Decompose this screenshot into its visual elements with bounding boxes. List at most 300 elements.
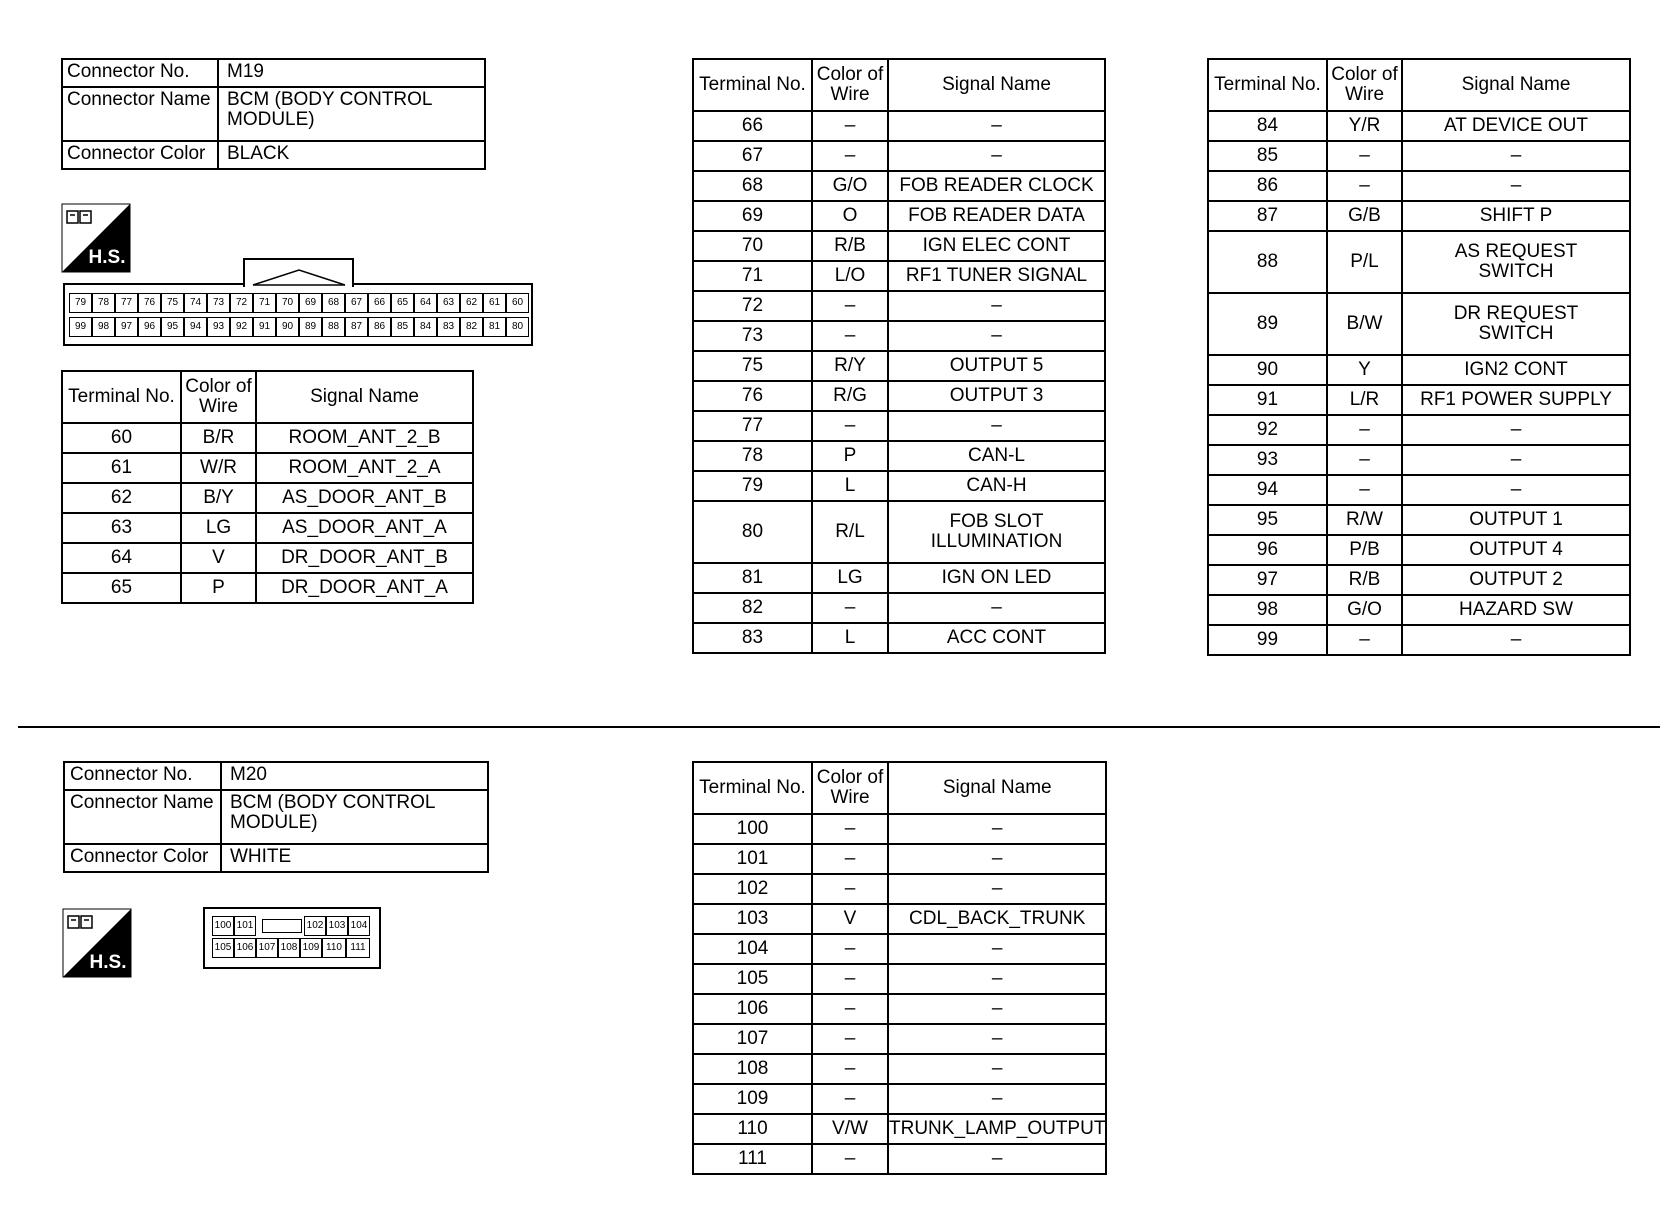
- wire-color-cell: –: [812, 291, 888, 321]
- pin: 89: [299, 317, 322, 337]
- wire-color-cell: –: [812, 964, 888, 994]
- signal-name-cell: OUTPUT 2: [1402, 565, 1630, 595]
- section-divider: [18, 726, 1660, 728]
- signal-name-cell: DR_DOOR_ANT_B: [256, 543, 473, 573]
- wire-color-cell: –: [1327, 445, 1402, 475]
- terminal-no-cell: 108: [693, 1054, 812, 1084]
- wire-color-cell: –: [812, 593, 888, 623]
- signal-name-cell: –: [1402, 625, 1630, 655]
- wire-color-cell: P: [181, 573, 256, 603]
- table-row: [693, 381, 1105, 411]
- terminal-no-cell: 75: [693, 351, 812, 381]
- table-row: [1208, 565, 1630, 595]
- wire-color-cell: –: [812, 994, 888, 1024]
- signal-name-cell: DR_DOOR_ANT_A: [256, 573, 473, 603]
- pin: 75: [161, 293, 184, 313]
- color-of-wire-header: [812, 59, 888, 111]
- signal-name-cell: IGN2 CONT: [1402, 355, 1630, 385]
- terminal-no-cell: 83: [693, 623, 812, 653]
- table-row: [1208, 415, 1630, 445]
- signal-name-cell: –: [888, 1084, 1106, 1114]
- signal-name-cell: –: [1402, 415, 1630, 445]
- signal-name-cell: RF1 TUNER SIGNAL: [888, 261, 1105, 291]
- terminal-no-cell: 79: [693, 471, 812, 501]
- terminal-no-cell: 98: [1208, 595, 1327, 625]
- table-row: [62, 453, 473, 483]
- signal-name-cell: ROOM_ANT_2_A: [256, 453, 473, 483]
- signal-name-cell: –: [888, 844, 1106, 874]
- connector-name-line-2: MODULE): [227, 109, 315, 130]
- connector-name-label: Connector Name: [64, 790, 221, 844]
- wire-color-cell: L: [812, 471, 888, 501]
- terminal-no-cell: 80: [693, 501, 812, 563]
- table-row: [1208, 535, 1630, 565]
- m19-pin-row-bottom: [69, 317, 529, 337]
- terminal-no-cell: 91: [1208, 385, 1327, 415]
- table-header-row: [693, 762, 1106, 814]
- hs-label: H.S.: [89, 952, 127, 973]
- terminal-no-cell: 90: [1208, 355, 1327, 385]
- table-row: [693, 411, 1105, 441]
- terminal-no-cell: 94: [1208, 475, 1327, 505]
- signal-name-line-1: AS REQUEST: [1454, 241, 1578, 262]
- signal-name-cell: –: [888, 1144, 1106, 1174]
- wire-color-cell: R/G: [812, 381, 888, 411]
- signal-name-cell: [1402, 231, 1630, 293]
- pin: 71: [253, 293, 276, 313]
- connector-no-row: [64, 762, 488, 790]
- signal-name-cell: –: [888, 1054, 1106, 1084]
- signal-name-cell: CAN-H: [888, 471, 1105, 501]
- pin: 105: [212, 938, 234, 958]
- connector-name-row: [62, 87, 485, 141]
- table-row: [693, 964, 1106, 994]
- wire-color-cell: –: [1327, 171, 1402, 201]
- pin: 111: [346, 938, 370, 958]
- m19-pin-row-top: [69, 293, 529, 313]
- wire-color-cell: P: [812, 441, 888, 471]
- wire-color-cell: –: [812, 1144, 888, 1174]
- table-row: [693, 291, 1105, 321]
- terminal-no-cell: 81: [693, 563, 812, 593]
- terminal-no-cell: 73: [693, 321, 812, 351]
- wire-color-cell: L/O: [812, 261, 888, 291]
- terminal-no-cell: 93: [1208, 445, 1327, 475]
- signal-name-cell: SHIFT P: [1402, 201, 1630, 231]
- pin: 110: [322, 938, 346, 958]
- connector-color-label: Connector Color: [62, 141, 218, 169]
- terminal-no-cell: 110: [693, 1114, 812, 1144]
- table-row: [1208, 201, 1630, 231]
- pin: 87: [345, 317, 368, 337]
- signal-name-line-2: SWITCH: [1478, 261, 1554, 282]
- pin: 85: [391, 317, 414, 337]
- wire-color-cell: P/B: [1327, 535, 1402, 565]
- terminal-no-cell: 77: [693, 411, 812, 441]
- table-row: [1208, 445, 1630, 475]
- color-of-wire-header: [1327, 59, 1402, 111]
- terminal-no-cell: 78: [693, 441, 812, 471]
- signal-name-cell: –: [888, 411, 1105, 441]
- signal-name-cell: [888, 501, 1105, 563]
- pin: 98: [92, 317, 115, 337]
- wire-color-cell: –: [812, 844, 888, 874]
- pin: 97: [115, 317, 138, 337]
- wire-color-cell: Y: [1327, 355, 1402, 385]
- terminal-no-cell: 63: [62, 513, 181, 543]
- pin: 107: [256, 938, 278, 958]
- table-row: [1208, 293, 1630, 355]
- signal-name-cell: –: [888, 321, 1105, 351]
- pin: 95: [161, 317, 184, 337]
- wire-color-cell: R/B: [1327, 565, 1402, 595]
- m20-key-slot: [262, 919, 302, 933]
- table-row: [693, 563, 1105, 593]
- table-row: [693, 441, 1105, 471]
- pin: 88: [322, 317, 345, 337]
- terminal-no-cell: 104: [693, 934, 812, 964]
- terminal-no-cell: 101: [693, 844, 812, 874]
- signal-name-cell: –: [1402, 445, 1630, 475]
- pin: 78: [92, 293, 115, 313]
- table-row: [693, 1084, 1106, 1114]
- table-row: [693, 934, 1106, 964]
- terminal-no-cell: 106: [693, 994, 812, 1024]
- pin: 101: [234, 916, 256, 936]
- table-row: [693, 351, 1105, 381]
- table-row: [693, 1144, 1106, 1174]
- wire-color-cell: B/Y: [181, 483, 256, 513]
- signal-name-cell: –: [1402, 475, 1630, 505]
- terminal-no-cell: 88: [1208, 231, 1327, 293]
- pin: 66: [368, 293, 391, 313]
- wire-color-cell: –: [812, 1054, 888, 1084]
- table-row: [693, 994, 1106, 1024]
- signal-name-cell: –: [888, 934, 1106, 964]
- wire-color-cell: LG: [181, 513, 256, 543]
- wire-color-cell: –: [812, 111, 888, 141]
- signal-name-cell: TRUNK_LAMP_OUTPUT: [888, 1114, 1106, 1144]
- table-row: [1208, 171, 1630, 201]
- wire-color-cell: G/O: [1327, 595, 1402, 625]
- wire-color-cell: –: [812, 874, 888, 904]
- pin: 83: [437, 317, 460, 337]
- wire-color-cell: V: [812, 904, 888, 934]
- signal-name-cell: CDL_BACK_TRUNK: [888, 904, 1106, 934]
- terminal-no-cell: 67: [693, 141, 812, 171]
- connector-color-row: [64, 844, 488, 872]
- pin: 65: [391, 293, 414, 313]
- terminal-no-cell: 107: [693, 1024, 812, 1054]
- wire-color-cell: –: [812, 141, 888, 171]
- pin: 91: [253, 317, 276, 337]
- table-row: [693, 471, 1105, 501]
- pin: 81: [483, 317, 506, 337]
- table-row: [1208, 505, 1630, 535]
- m19-connector-latch: [243, 258, 354, 287]
- pin: 64: [414, 293, 437, 313]
- pin: 61: [483, 293, 506, 313]
- pin: 72: [230, 293, 253, 313]
- terminal-no-cell: 99: [1208, 625, 1327, 655]
- pin: 93: [207, 317, 230, 337]
- table-row: [693, 261, 1105, 291]
- wire-color-cell: B/R: [181, 423, 256, 453]
- color-header-line-2: Wire: [198, 396, 239, 417]
- pin: 106: [234, 938, 256, 958]
- pin: 104: [348, 916, 370, 936]
- signal-name-cell: –: [888, 141, 1105, 171]
- terminal-no-cell: 71: [693, 261, 812, 291]
- pin: 94: [184, 317, 207, 337]
- signal-name-cell: FOB READER DATA: [888, 201, 1105, 231]
- table-body: [693, 814, 1106, 1174]
- terminal-table-84-99: [1207, 58, 1631, 656]
- wire-color-cell: –: [1327, 141, 1402, 171]
- terminal-no-cell: 65: [62, 573, 181, 603]
- signal-name-cell: OUTPUT 5: [888, 351, 1105, 381]
- pin: 79: [69, 293, 92, 313]
- signal-name-cell: CAN-L: [888, 441, 1105, 471]
- harness-side-icon: [62, 908, 132, 978]
- color-header-line-1: Color of: [185, 376, 252, 397]
- signal-name-header: Signal Name: [256, 371, 473, 423]
- pin: 80: [506, 317, 529, 337]
- signal-name-cell: –: [888, 593, 1105, 623]
- connector-color-value: WHITE: [221, 844, 488, 872]
- table-header-row: [693, 59, 1105, 111]
- connector-name-line-1: BCM (BODY CONTROL: [230, 792, 436, 813]
- wire-color-cell: –: [812, 321, 888, 351]
- pin: 68: [322, 293, 345, 313]
- signal-name-cell: RF1 POWER SUPPLY: [1402, 385, 1630, 415]
- signal-name-line-2: SWITCH: [1478, 323, 1554, 344]
- pin: 73: [207, 293, 230, 313]
- terminal-no-cell: 61: [62, 453, 181, 483]
- table-row: [1208, 231, 1630, 293]
- wire-color-cell: –: [1327, 415, 1402, 445]
- terminal-no-cell: 86: [1208, 171, 1327, 201]
- pin: 96: [138, 317, 161, 337]
- connector-name-row: [64, 790, 488, 844]
- signal-name-cell: AS_DOOR_ANT_B: [256, 483, 473, 513]
- terminal-no-cell: 85: [1208, 141, 1327, 171]
- wire-color-cell: G/O: [812, 171, 888, 201]
- signal-name-cell: –: [888, 994, 1106, 1024]
- table-body: [693, 111, 1105, 653]
- terminal-no-cell: 92: [1208, 415, 1327, 445]
- wire-color-cell: –: [812, 411, 888, 441]
- wire-color-cell: G/B: [1327, 201, 1402, 231]
- signal-name-cell: FOB READER CLOCK: [888, 171, 1105, 201]
- pin: 74: [184, 293, 207, 313]
- pin: 60: [506, 293, 529, 313]
- pin: 92: [230, 317, 253, 337]
- m20-pin-grid: [208, 916, 376, 960]
- m19-connector-info-table: [61, 58, 486, 170]
- table-row: [1208, 595, 1630, 625]
- pin: 102: [304, 916, 326, 936]
- pin: 62: [460, 293, 483, 313]
- signal-name-header: Signal Name: [888, 762, 1106, 814]
- connector-color-value: BLACK: [218, 141, 485, 169]
- signal-name-cell: –: [1402, 171, 1630, 201]
- table-row: [693, 1024, 1106, 1054]
- terminal-no-cell: 68: [693, 171, 812, 201]
- signal-name-cell: OUTPUT 4: [1402, 535, 1630, 565]
- terminal-no-header: Terminal No.: [693, 762, 812, 814]
- table-body: [62, 423, 473, 603]
- pin: 67: [345, 293, 368, 313]
- wire-color-cell: –: [1327, 625, 1402, 655]
- signal-name-cell: OUTPUT 3: [888, 381, 1105, 411]
- color-header-line-1: Color of: [816, 64, 884, 85]
- signal-name-line-2: ILLUMINATION: [930, 531, 1063, 552]
- harness-side-icon: [61, 203, 131, 273]
- terminal-no-header: Terminal No.: [693, 59, 812, 111]
- table-row: [1208, 111, 1630, 141]
- terminal-no-cell: 105: [693, 964, 812, 994]
- table-row: [693, 201, 1105, 231]
- connector-color-label: Connector Color: [64, 844, 221, 872]
- connector-no-value: M19: [218, 59, 485, 87]
- wire-color-cell: R/W: [1327, 505, 1402, 535]
- terminal-no-cell: 102: [693, 874, 812, 904]
- table-body: [1208, 111, 1630, 655]
- pin: 108: [278, 938, 300, 958]
- table-row: [693, 1054, 1106, 1084]
- connector-name-label: Connector Name: [62, 87, 218, 141]
- wire-color-cell: –: [812, 814, 888, 844]
- terminal-no-cell: 62: [62, 483, 181, 513]
- terminal-no-cell: 96: [1208, 535, 1327, 565]
- signal-name-cell: –: [888, 964, 1106, 994]
- connector-name-line-1: BCM (BODY CONTROL: [227, 89, 433, 110]
- pin: 86: [368, 317, 391, 337]
- terminal-no-cell: 69: [693, 201, 812, 231]
- signal-name-cell: IGN ON LED: [888, 563, 1105, 593]
- terminal-table-100-111: [692, 761, 1107, 1175]
- connector-no-value: M20: [221, 762, 488, 790]
- connector-no-row: [62, 59, 485, 87]
- table-row: [693, 141, 1105, 171]
- table-row: [693, 171, 1105, 201]
- signal-name-cell: –: [888, 291, 1105, 321]
- terminal-no-cell: 82: [693, 593, 812, 623]
- signal-name-line-1: DR REQUEST: [1453, 303, 1579, 324]
- color-of-wire-header: [812, 762, 888, 814]
- table-row: [693, 321, 1105, 351]
- signal-name-cell: –: [1402, 141, 1630, 171]
- table-row: [693, 231, 1105, 261]
- wire-color-cell: –: [812, 1084, 888, 1114]
- wire-color-cell: Y/R: [1327, 111, 1402, 141]
- table-row: [693, 623, 1105, 653]
- pin: 84: [414, 317, 437, 337]
- terminal-table-60-65: [61, 370, 474, 604]
- table-row: [693, 593, 1105, 623]
- terminal-no-cell: 84: [1208, 111, 1327, 141]
- color-header-line-2: Wire: [830, 84, 870, 105]
- connector-name-line-2: MODULE): [230, 812, 318, 833]
- signal-name-cell: HAZARD SW: [1402, 595, 1630, 625]
- signal-name-cell: –: [888, 1024, 1106, 1054]
- table-row: [1208, 355, 1630, 385]
- terminal-no-cell: 103: [693, 904, 812, 934]
- table-row: [693, 844, 1106, 874]
- connector-no-label: Connector No.: [64, 762, 221, 790]
- signal-name-cell: IGN ELEC CONT: [888, 231, 1105, 261]
- terminal-no-cell: 70: [693, 231, 812, 261]
- signal-name-cell: [1402, 293, 1630, 355]
- table-header-row: [1208, 59, 1630, 111]
- table-row: [62, 423, 473, 453]
- terminal-no-cell: 66: [693, 111, 812, 141]
- table-row: [693, 904, 1106, 934]
- table-row: [1208, 141, 1630, 171]
- pin: 63: [437, 293, 460, 313]
- table-row: [1208, 475, 1630, 505]
- wire-color-cell: –: [812, 1024, 888, 1054]
- signal-name-cell: ROOM_ANT_2_B: [256, 423, 473, 453]
- color-of-wire-header: [181, 371, 256, 423]
- hs-label: H.S.: [88, 247, 126, 268]
- terminal-no-cell: 111: [693, 1144, 812, 1174]
- wire-color-cell: O: [812, 201, 888, 231]
- signal-name-line-1: FOB SLOT: [949, 511, 1044, 532]
- signal-name-cell: OUTPUT 1: [1402, 505, 1630, 535]
- terminal-no-header: Terminal No.: [62, 371, 181, 423]
- connector-name-value: [221, 790, 488, 844]
- terminal-no-cell: 76: [693, 381, 812, 411]
- wire-color-cell: –: [1327, 475, 1402, 505]
- color-header-line-2: Wire: [1344, 84, 1385, 105]
- signal-name-cell: –: [888, 874, 1106, 904]
- terminal-no-cell: 72: [693, 291, 812, 321]
- wire-color-cell: L: [812, 623, 888, 653]
- pin: 77: [115, 293, 138, 313]
- pin: 99: [69, 317, 92, 337]
- wire-color-cell: –: [812, 934, 888, 964]
- color-header-line-1: Color of: [1331, 64, 1398, 85]
- m20-connector-info-table: [63, 761, 489, 873]
- pin: 76: [138, 293, 161, 313]
- terminal-no-cell: 100: [693, 814, 812, 844]
- wire-color-cell: P/L: [1327, 231, 1402, 293]
- table-row: [693, 1114, 1106, 1144]
- table-row: [1208, 385, 1630, 415]
- terminal-no-cell: 109: [693, 1084, 812, 1114]
- wire-color-cell: R/B: [812, 231, 888, 261]
- signal-name-cell: –: [888, 111, 1105, 141]
- wire-color-cell: R/L: [812, 501, 888, 563]
- connector-no-label: Connector No.: [62, 59, 218, 87]
- table-row: [693, 874, 1106, 904]
- terminal-no-cell: 89: [1208, 293, 1327, 355]
- signal-name-header: Signal Name: [888, 59, 1105, 111]
- wire-color-cell: W/R: [181, 453, 256, 483]
- terminal-no-cell: 97: [1208, 565, 1327, 595]
- table-row: [693, 501, 1105, 563]
- pin: 70: [276, 293, 299, 313]
- table-row: [62, 483, 473, 513]
- terminal-no-header: Terminal No.: [1208, 59, 1327, 111]
- terminal-no-cell: 95: [1208, 505, 1327, 535]
- table-row: [62, 543, 473, 573]
- color-header-line-1: Color of: [816, 767, 884, 788]
- table-row: [1208, 625, 1630, 655]
- wire-color-cell: V: [181, 543, 256, 573]
